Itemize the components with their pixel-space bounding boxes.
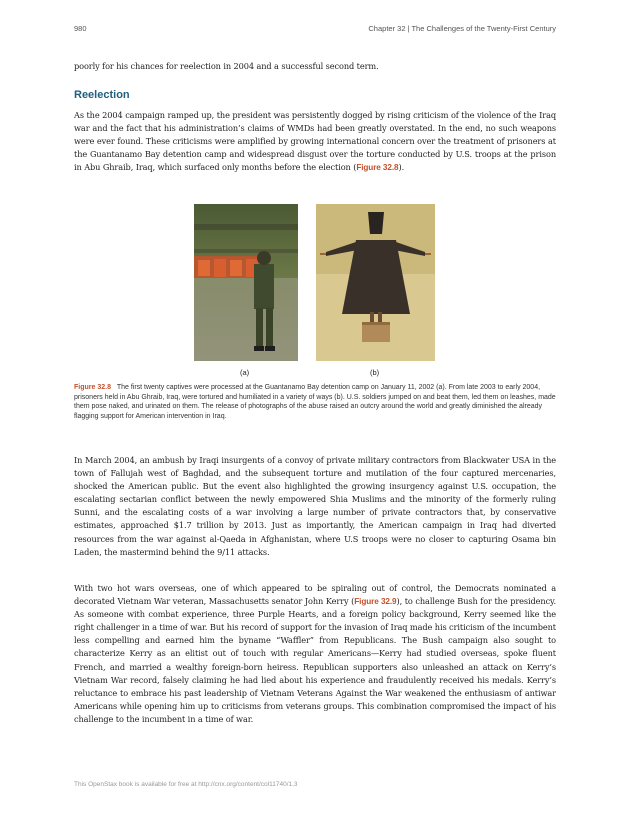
paragraph-kerry <box>74 582 556 726</box>
section-heading: Reelection <box>74 89 130 101</box>
paragraph-text: With two hot wars overseas, one of which appeared to be spiraling out of control, the Democrats nominated a decorated Vietnam War veteran, Massachusetts senator John Kerry ( <box>74 583 556 607</box>
abu-ghraib-photo <box>316 204 435 361</box>
paragraph-end: ). <box>398 162 405 173</box>
chapter-title: Chapter 32 | The Challenges of the Twenty-First Century <box>368 24 556 33</box>
intro-line: poorly for his chances for reelection in 2004 and a successful second term. <box>74 61 379 71</box>
panel-label-a: (a) <box>240 368 250 377</box>
figure-caption <box>74 383 556 421</box>
panel-label-b: (b) <box>370 368 380 377</box>
paragraph-text-cont: ), to challenge Bush for the presidency. As someone with combat experience, three Purple Hearts, and a foreign policy background, Kerry seemed like the right challenger in a time of war. But his record of support for the invasion of Iraq made his criticism of the incumbent less compelling and earned him the byname “Waffler” from Republicans. The Bush campaign also sought to characterize Kerry as an elitist out of touch with regular Americans—Kerry had studied overseas, spoke fluent French, and married a wealthy foreign-born heiress. Republican supporters also unleashed an attack on Kerry’s Vietnam War record, falsely claiming he had lied about his experience and fraudulently received his medals. Kerry’s reluctance to embrace his past leadership of Vietnam Veterans Against the War weakened the enthusiasm of antiwar Americans while opening him up to criticisms from veterans groups. This combination compromised the impact of his challenge to the incumbent in a time of war. <box>74 596 556 724</box>
figure-32-9-link[interactable]: Figure 32.9 <box>354 597 397 607</box>
page-number: 980 <box>74 24 87 33</box>
page-header <box>74 24 556 36</box>
figure-32-8-link[interactable]: Figure 32.8 <box>356 163 399 173</box>
paragraph-text: As the 2004 campaign ramped up, the president was persistently dogged by rising criticism of the violence of the Iraq war and the fact that his administration’s claims of WMDs had been greatly overstated. In the end, no such weapons were ever found. These criticisms were amplified by growing international concern over the treatment of prisoners at the Guantanamo Bay detention camp and widespread disgust over the torture conducted by U.S. troops at the prison in Abu Ghraib, Iraq, which surfaced only months before the election ( <box>74 110 556 173</box>
page-footer: This OpenStax book is available for free at http://cnx.org/content/col11740/1.3 <box>74 781 298 788</box>
guantanamo-photo <box>194 204 298 361</box>
caption-text: The first twenty captives were processed at the Guantanamo Bay detention camp on January 11, 2002 (a). From late 2003 to early 2004, prisoners held in Abu Ghraib, Iraq, were tortured and humiliated in a variety of ways (b). U.S. soldiers jumped on and beat them, led them on leashes, made them pose naked, and urinated on them. The release of photographs of the abuse raised an outcry around the world and greatly diminished the already flagging support for American intervention in Iraq. <box>74 384 556 420</box>
paragraph-reelection <box>74 109 556 174</box>
caption-label: Figure 32.8 <box>74 384 111 391</box>
paragraph-fallujah: In March 2004, an ambush by Iraqi insurgents of a convoy of private military contractors from Blackwater USA in the town of Fallujah west of Baghdad, and the subsequent torture and mutilation of the four captured mercenaries, shocked the American public. But the event also highlighted the growing insurgency against U.S. occupation, the escalating sectarian conflict between the newly empowered Shia Muslims and the minority of the formerly ruling Sunni, and the escalating costs of a war involving a large number of private contractors that, by conservative estimates, approached $1.7 trillion by 2013. Just as importantly, the American campaign in Iraq had diverted resources from the war against al-Qaeda in Afghanistan, where U.S troops were no closer to capturing Osama bin Laden, the mastermind behind the 9/11 attacks. <box>74 455 556 557</box>
